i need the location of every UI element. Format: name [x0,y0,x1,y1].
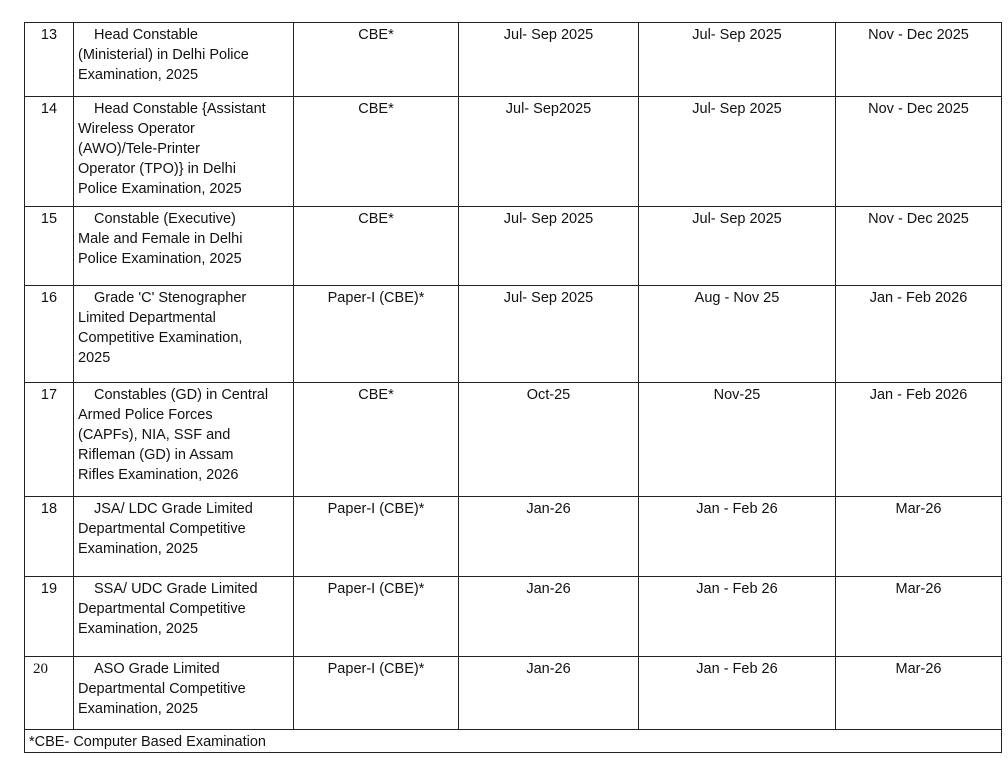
exam-name-line: Grade 'C' Stenographer [94,290,247,306]
exam-name-line: Rifleman (GD) in Assam [78,447,234,463]
exam-name-line: Departmental Competitive [78,521,246,537]
schedule-cell: Aug - Nov 25 [639,286,836,383]
exam-name [74,23,294,97]
schedule-cell: Jul- Sep 2025 [459,286,639,383]
exam-mode: CBE* [294,383,459,497]
exam-name-line: JSA/ LDC Grade Limited [94,501,253,517]
footnote-row [25,730,1002,753]
exam-name-line: SSA/ UDC Grade Limited [94,581,258,597]
exam-name-line: Head Constable {Assistant [94,101,266,117]
exam-name-line: Police Examination, 2025 [78,181,242,197]
exam-name [74,577,294,657]
table-row [25,383,1002,497]
exam-name-line: Examination, 2025 [78,621,199,637]
table-row [25,497,1002,577]
exam-name-line: (CAPFs), NIA, SSF and [78,427,231,443]
serial-number: 18 [25,497,74,577]
schedule-cell: Nov - Dec 2025 [836,23,1002,97]
table-row [25,577,1002,657]
schedule-cell: Nov - Dec 2025 [836,97,1002,207]
schedule-cell: Jan - Feb 26 [639,497,836,577]
exam-name-line: (AWO)/Tele-Printer [78,141,200,157]
exam-name-line: Operator (TPO)} in Delhi [78,161,236,177]
serial-number: 15 [25,207,74,286]
schedule-cell: Jul- Sep 2025 [639,207,836,286]
schedule-cell: Nov-25 [639,383,836,497]
exam-name-line: ASO Grade Limited [94,661,220,677]
schedule-cell: Oct-25 [459,383,639,497]
exam-mode: CBE* [294,23,459,97]
schedule-cell: Jul- Sep 2025 [639,23,836,97]
exam-name-line: Examination, 2025 [78,67,199,83]
exam-mode: CBE* [294,207,459,286]
exam-name-line: Examination, 2025 [78,701,199,717]
schedule-cell: Nov - Dec 2025 [836,207,1002,286]
exam-name-line: Limited Departmental [78,310,216,326]
exam-name [74,497,294,577]
serial-number: 14 [25,97,74,207]
exam-mode: Paper-I (CBE)* [294,577,459,657]
table-body [25,23,1002,730]
exam-mode: Paper-I (CBE)* [294,497,459,577]
schedule-cell: Jan-26 [459,577,639,657]
exam-name [74,383,294,497]
schedule-cell: Jul- Sep2025 [459,97,639,207]
exam-mode: Paper-I (CBE)* [294,286,459,383]
exam-mode: Paper-I (CBE)* [294,657,459,730]
schedule-cell: Jul- Sep 2025 [459,23,639,97]
exam-name [74,286,294,383]
schedule-cell: Jan-26 [459,497,639,577]
schedule-cell: Jan - Feb 2026 [836,383,1002,497]
exam-name-line: Examination, 2025 [78,541,199,557]
exam-name [74,207,294,286]
exam-name-line: Wireless Operator [78,121,195,137]
exam-name-line: Departmental Competitive [78,601,246,617]
schedule-cell: Jan - Feb 26 [639,577,836,657]
exam-name-line: Constables (GD) in Central [94,387,269,403]
serial-number: 16 [25,286,74,383]
exam-name-line: Rifles Examination, 2026 [78,467,239,483]
schedule-cell: Jan-26 [459,657,639,730]
table-row [25,657,1002,730]
serial-number: 19 [25,577,74,657]
exam-name-line: Head Constable [94,27,198,43]
exam-name-line: Competitive Examination, [78,330,243,346]
table-row [25,23,1002,97]
exam-name-line: 2025 [78,350,111,366]
exam-name-line: Male and Female in Delhi [78,231,243,247]
schedule-cell: Jul- Sep 2025 [639,97,836,207]
exam-mode: CBE* [294,97,459,207]
schedule-cell: Jan - Feb 26 [639,657,836,730]
exam-name-line: Departmental Competitive [78,681,246,697]
exam-name [74,97,294,207]
schedule-cell: Mar-26 [836,657,1002,730]
schedule-cell: Mar-26 [836,497,1002,577]
schedule-cell: Mar-26 [836,577,1002,657]
table-row [25,97,1002,207]
table-row [25,286,1002,383]
footnote: *CBE- Computer Based Examination [25,730,1002,753]
exam-name-line: Constable (Executive) [94,211,236,227]
exam-name [74,657,294,730]
serial-number: 13 [25,23,74,97]
exam-schedule-table [24,22,1002,753]
schedule-cell: Jan - Feb 2026 [836,286,1002,383]
exam-name-line: Armed Police Forces [78,407,213,423]
schedule-cell: Jul- Sep 2025 [459,207,639,286]
exam-name-line: Police Examination, 2025 [78,251,242,267]
serial-number: 20 [25,657,74,730]
serial-number: 17 [25,383,74,497]
exam-name-line: (Ministerial) in Delhi Police [78,47,249,63]
table-row [25,207,1002,286]
